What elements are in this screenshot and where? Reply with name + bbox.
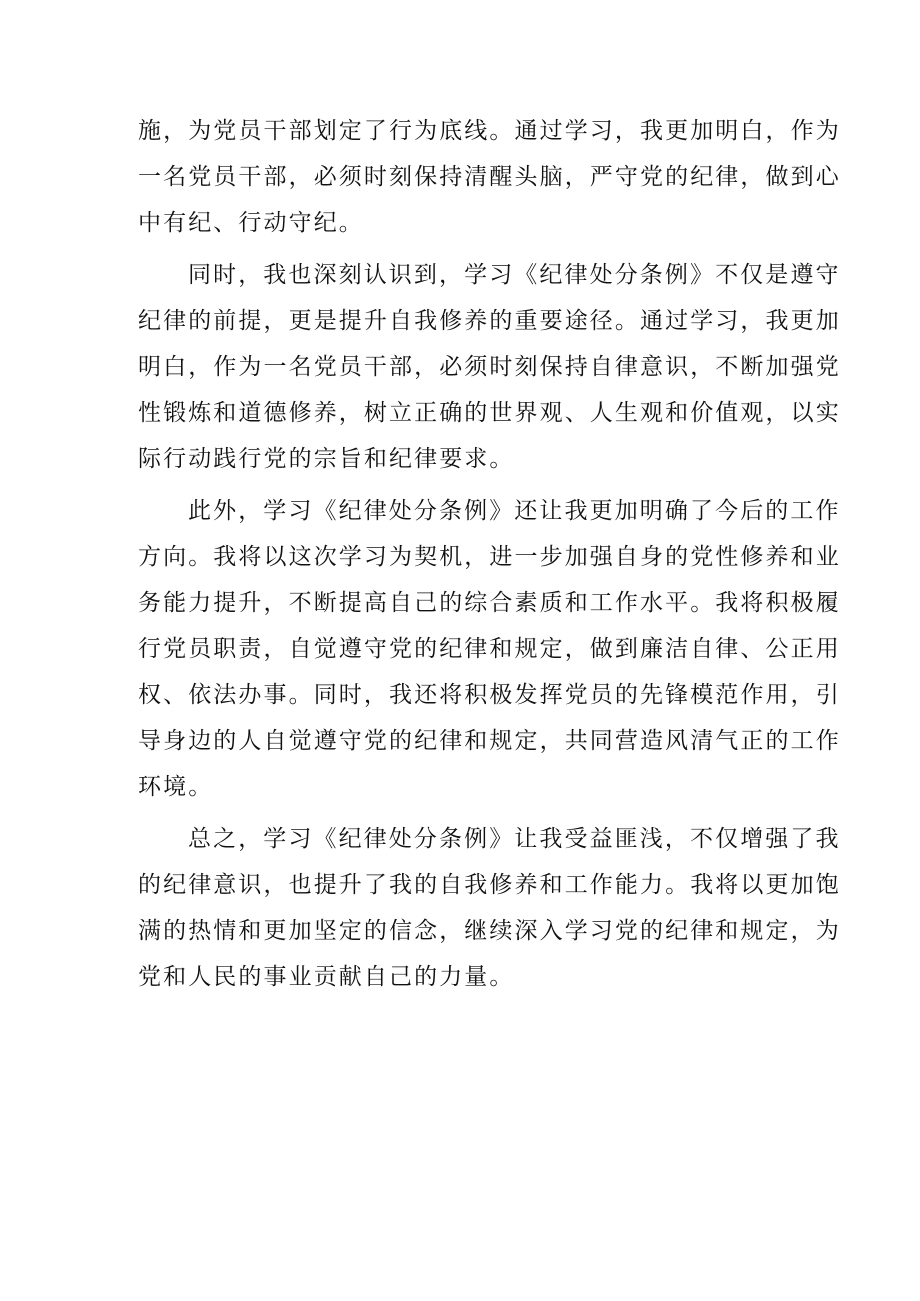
text-line: 一名党员干部，必须时刻保持清醒头脑，严守党的纪律，做到心 [138,164,841,190]
paragraph-2 [138,252,841,482]
text-line: 权、依法办事。同时，我还将积极发挥党员的先锋模范作用，引 [138,682,841,708]
text-line: 行党员职责，自觉遵守党的纪律和规定，做到廉洁自律、公正用 [138,636,841,662]
text-line: 总之，学习《纪律处分条例》让我受益匪浅，不仅增强了我 [188,826,841,852]
text-line: 同时，我也深刻认识到，学习《纪律处分条例》不仅是遵守 [188,262,841,288]
text-line: 此外，学习《纪律处分条例》还让我更加明确了今后的工作 [188,498,841,524]
text-line: 中有纪、行动守纪。 [138,210,364,236]
text-line: 环境。 [138,774,214,800]
text-line: 务能力提升，不断提高自己的综合素质和工作水平。我将积极履 [138,590,841,616]
paragraph-3 [138,488,841,810]
document-body [138,108,841,1006]
text-line: 的纪律意识，也提升了我的自我修养和工作能力。我将以更加饱 [138,872,841,898]
text-line: 际行动践行党的宗旨和纪律要求。 [138,446,515,472]
text-line: 导身边的人自觉遵守党的纪律和规定，共同营造风清气正的工作 [138,728,841,754]
paragraph-1 [138,108,841,246]
text-line: 施，为党员干部划定了行为底线。通过学习，我更加明白，作为 [138,118,841,144]
text-line: 明白，作为一名党员干部，必须时刻保持自律意识，不断加强党 [138,354,841,380]
text-line: 党和人民的事业贡献自己的力量。 [138,964,515,990]
paragraph-4 [138,816,841,1000]
text-line: 满的热情和更加坚定的信念，继续深入学习党的纪律和规定，为 [138,918,841,944]
text-line: 方向。我将以这次学习为契机，进一步加强自身的党性修养和业 [138,544,841,570]
text-line: 纪律的前提，更是提升自我修养的重要途径。通过学习，我更加 [138,308,841,334]
text-line: 性锻炼和道德修养，树立正确的世界观、人生观和价值观，以实 [138,400,841,426]
